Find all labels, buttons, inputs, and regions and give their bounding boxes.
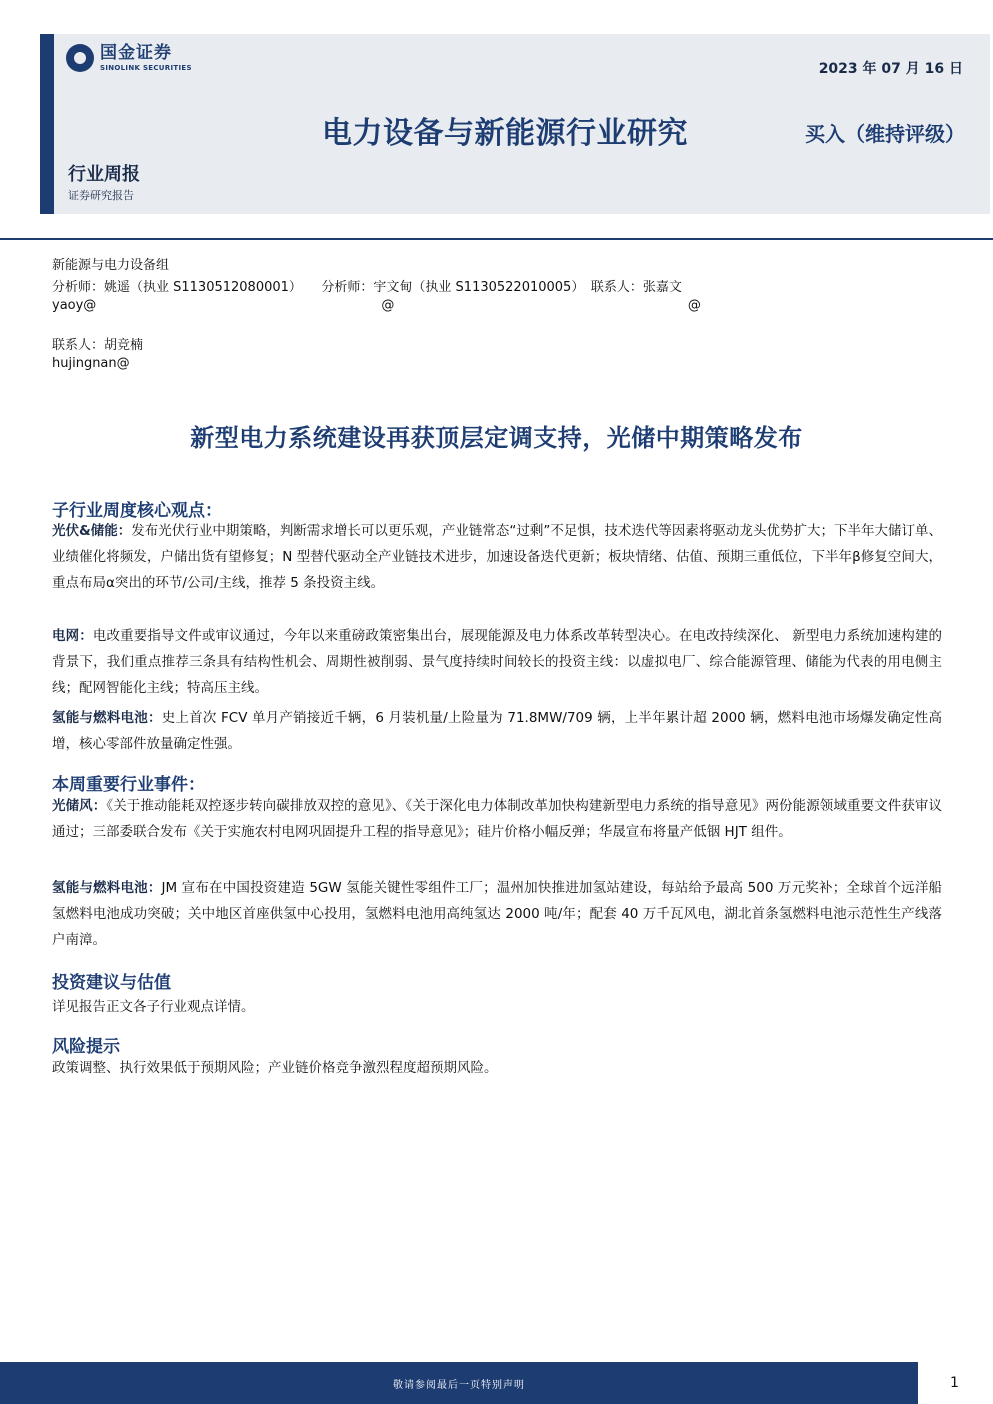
footer-disclaimer: 敬请参阅最后一页特别声明 — [393, 1380, 525, 1391]
report-rating: 买入（维持评级） — [805, 122, 965, 146]
report-title: 电力设备与新能源行业研究 — [322, 116, 688, 151]
pv-storage-text: 发布光伏行业中期策略，判断需求增长可以更乐观，产业链常态“过剩”不足惧，技术迭代等因素将驱动龙头优势扩大；下半年大储订单、业绩催化将频发，户储出货有望修复；N 型替代驱动全产业链技术进步，加速设备迭代更新；板块情绪、估值、预期三重低位，下半年β修复空间大，重点布局α突出的环节/公司/主线，推荐 5 条投资主线。 — [52, 523, 942, 591]
risk-text: 政策调整、执行效果低于预期风险；产业链价格竞争激烈程度超预期风险。 — [52, 1060, 498, 1076]
logo-name-en: SINOLINK SECURITIES — [100, 63, 192, 72]
report-type: 行业周报 — [68, 164, 140, 185]
logo-mark-icon — [66, 44, 94, 72]
company-logo — [66, 44, 192, 72]
report-date: 2023 年 07 月 16 日 — [818, 61, 963, 77]
contact-email: hujingnan@ — [52, 356, 130, 371]
grid-text: 电改重要指导文件或审议通过，今年以来重磅政策密集出台，展现能源及电力体系改革转型决心。在电改持续深化、 新型电力系统加速构建的背景下，我们重点推荐三条具有结构性机会、周期性被削弱、景气度持续时间较长的投资主线：以虚拟电厂、综合能源管理、储能为代表的用电侧主线；配网智能化主线；特高压主线。 — [52, 628, 943, 696]
core-views-heading: 子行业周度核心观点： — [52, 501, 222, 521]
pv-storage-paragraph — [52, 518, 942, 596]
analyst-emails: yaoy@ @ @ — [52, 298, 701, 313]
grid-label: 电网： — [52, 628, 93, 644]
pv-wind-text: 《关于推动能耗双控逐步转向碳排放双控的意见》、《关于深化电力体制改革加快构建新型电力系统的指导意见》两份能源领域重要文件获审议通过；三部委联合发布《关于实施农村电网巩固提升工程的指导意见》；硅片价格小幅反弹；华晟宣布将量产低铟 HJT 组件。 — [52, 798, 943, 840]
grid-paragraph — [52, 623, 942, 701]
hydrogen-label: 氢能与燃料电池： — [52, 710, 162, 726]
hydrogen-events-label: 氢能与燃料电池： — [52, 880, 162, 896]
hydrogen-paragraph — [52, 705, 942, 757]
invest-heading: 投资建议与估值 — [52, 973, 171, 993]
events-heading: 本周重要行业事件： — [52, 775, 205, 795]
hydrogen-text: 史上首次 FCV 单月产销接近千辆，6 月装机量/上险量为 71.8MW/709 辆，上半年累计超 2000 辆，燃料电池市场爆发确定性高增，核心零部件放量确定性强。 — [52, 710, 942, 752]
pv-storage-label: 光伏&储能： — [52, 523, 132, 539]
logo-name-cn: 国金证券 — [100, 42, 172, 63]
pv-wind-label: 光储风： — [52, 798, 107, 814]
hydrogen-events-paragraph — [52, 875, 942, 953]
report-headline: 新型电力系统建设再获顶层定调支持，光储中期策略发布 — [190, 424, 803, 452]
report-subtype: 证券研究报告 — [68, 189, 134, 202]
invest-text: 详见报告正文各子行业观点详情。 — [52, 999, 255, 1015]
hydrogen-events-text: JM 宣布在中国投资建造 5GW 氢能关键性零组件工厂；温州加快推进加氢站建设，每站给予最高 500 万元奖补；全球首个远洋船氢燃料电池成功突破；关中地区首座供氢中心投用，氢燃料电池用高纯氢达 2000 吨/年；配套 40 万千瓦风电，湖北首条氢燃料电池示范性生产线落户南漳。 — [52, 880, 943, 948]
header-divider — [0, 238, 993, 240]
pv-wind-events-paragraph — [52, 793, 942, 845]
risk-heading: 风险提示 — [52, 1037, 120, 1057]
analysts-line: 分析师：姚遥（执业 S1130512080001） 分析师：宇文甸（执业 S1130522010005） 联系人：张嘉文 — [52, 280, 682, 295]
page-number: 1 — [950, 1375, 959, 1391]
analyst-group: 新能源与电力设备组 — [52, 258, 170, 273]
contact-name: 联系人：胡竞楠 — [52, 338, 144, 353]
